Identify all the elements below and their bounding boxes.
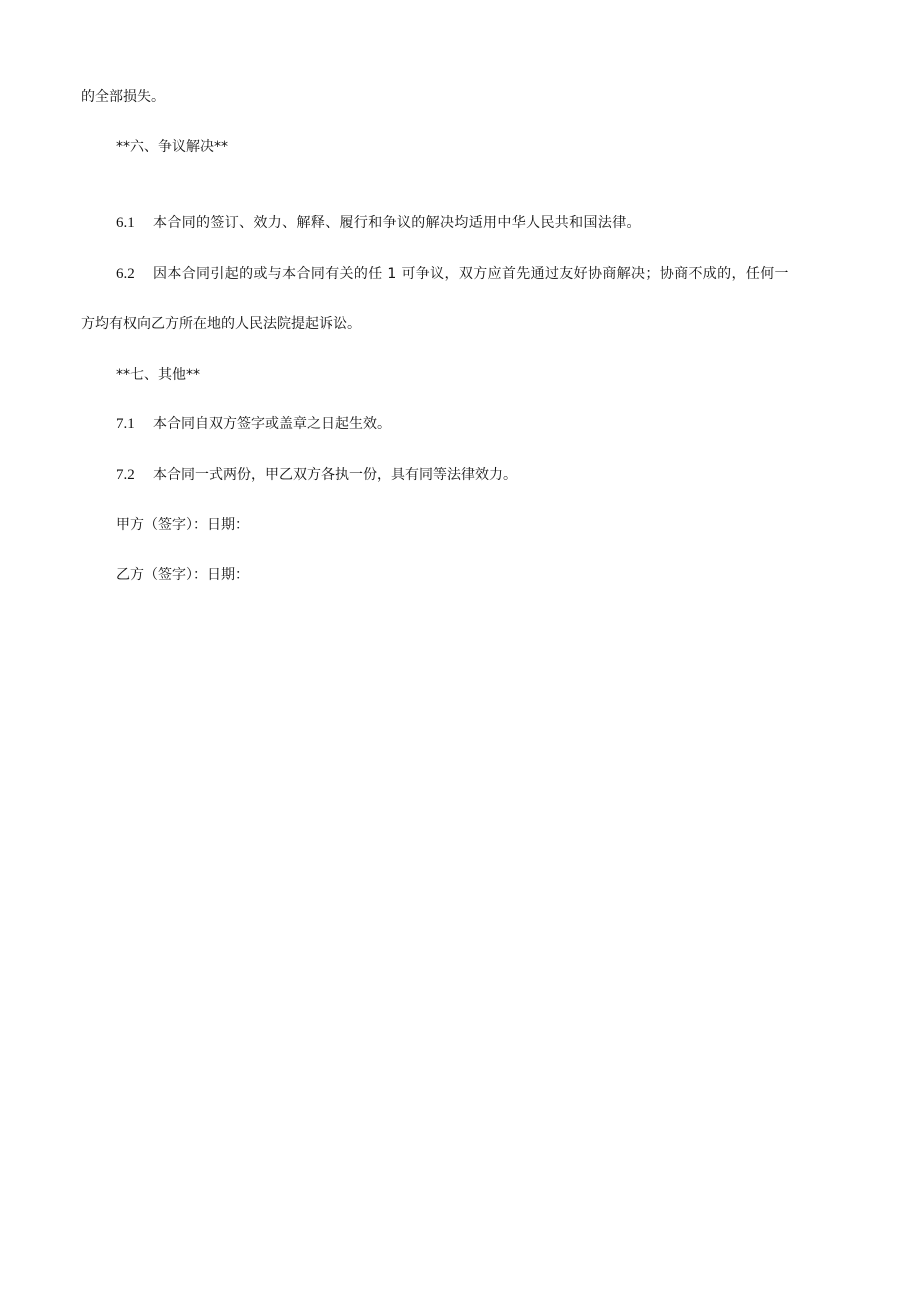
- clause-number: 6.1: [116, 215, 135, 231]
- clause-text: 因本合同引起的或与本合同有关的任 1 可争议，双方应首先通过友好协商解决；协商不成的，任何一: [153, 266, 789, 282]
- party-b-signature-line: 乙方（签字）：日期：: [116, 567, 249, 583]
- clause-7-2: [116, 465, 517, 485]
- clause-6-2-continuation: 方均有权向乙方所在地的人民法院提起诉讼。: [81, 316, 361, 332]
- clause-number: 7.2: [116, 467, 135, 483]
- section-6-heading: **六、争议解决**: [116, 139, 228, 155]
- continued-paragraph: 的全部损失。: [81, 89, 165, 105]
- clause-text: 本合同的签订、效力、解释、履行和争议的解决均适用中华人民共和国法律。: [153, 215, 641, 231]
- clause-7-1: [116, 414, 391, 434]
- clause-6-1: [116, 213, 641, 233]
- clause-number: 7.1: [116, 416, 135, 432]
- clause-text: 本合同一式两份，甲乙双方各执一份，具有同等法律效力。: [153, 467, 517, 483]
- party-a-signature-line: 甲方（签字）：日期：: [116, 517, 249, 533]
- section-7-heading: **七、其他**: [116, 367, 200, 383]
- clause-6-2: [116, 264, 789, 284]
- clause-number: 6.2: [116, 266, 135, 282]
- clause-text: 本合同自双方签字或盖章之日起生效。: [153, 416, 391, 432]
